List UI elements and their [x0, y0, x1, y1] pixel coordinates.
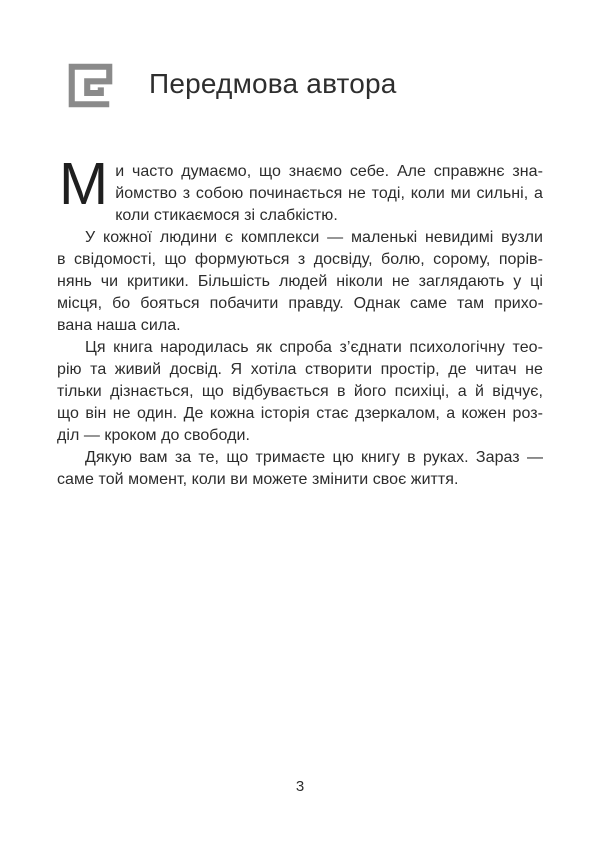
- text-line: діл — кроком до свободи.: [57, 427, 250, 444]
- page-footer: [0, 778, 600, 796]
- text-line: вана наша сила.: [57, 317, 181, 334]
- text-line: коли стикаємося зі слабкістю.: [115, 207, 338, 224]
- text-line: и часто думаємо, що знаємо себе. Але справжнє зна-: [115, 163, 543, 180]
- drop-cap: М: [59, 151, 109, 217]
- greek-key-spiral-icon: [68, 63, 113, 108]
- page-number: 3: [295, 778, 305, 795]
- paragraph-2: [57, 227, 543, 337]
- text-line: нянь чи критики. Більшість людей ніколи не заглядають у ці: [57, 273, 543, 290]
- text-line: Ця книга народилась як спроба з’єднати психологічну тео-: [85, 339, 543, 356]
- text-line: саме той момент, коли ви можете змінити своє життя.: [57, 471, 459, 488]
- text-line: рію та живий досвід. Я хотіла створити простір, де читач не: [57, 361, 543, 378]
- paragraph-1: [57, 151, 543, 227]
- chapter-title: Передмова автора: [149, 68, 397, 99]
- text-line: тільки дізнається, що відбувається в його психіці, а й відчує,: [57, 383, 543, 400]
- text-line: що він не один. Де кожна історія стає дзеркалом, а кожен роз-: [57, 405, 543, 422]
- text-line: Дякую вам за те, що тримаєте цю книгу в руках. Зараз —: [85, 449, 543, 466]
- preface-text: [57, 151, 543, 491]
- text-line: в свідомості, що формуються з досвіду, болю, сорому, порів-: [57, 251, 543, 268]
- paragraph-4: [57, 447, 543, 491]
- paragraph-3: [57, 337, 543, 447]
- greek-key-path: [72, 67, 110, 105]
- text-line: У кожної людини є комплекси — маленькі невидимі вузли: [85, 229, 543, 246]
- text-line: місця, бо бояться побачити правду. Однак саме там прихо-: [57, 295, 543, 312]
- text-line: йомство з собою починається не тоді, коли ми сильні, а: [115, 185, 543, 202]
